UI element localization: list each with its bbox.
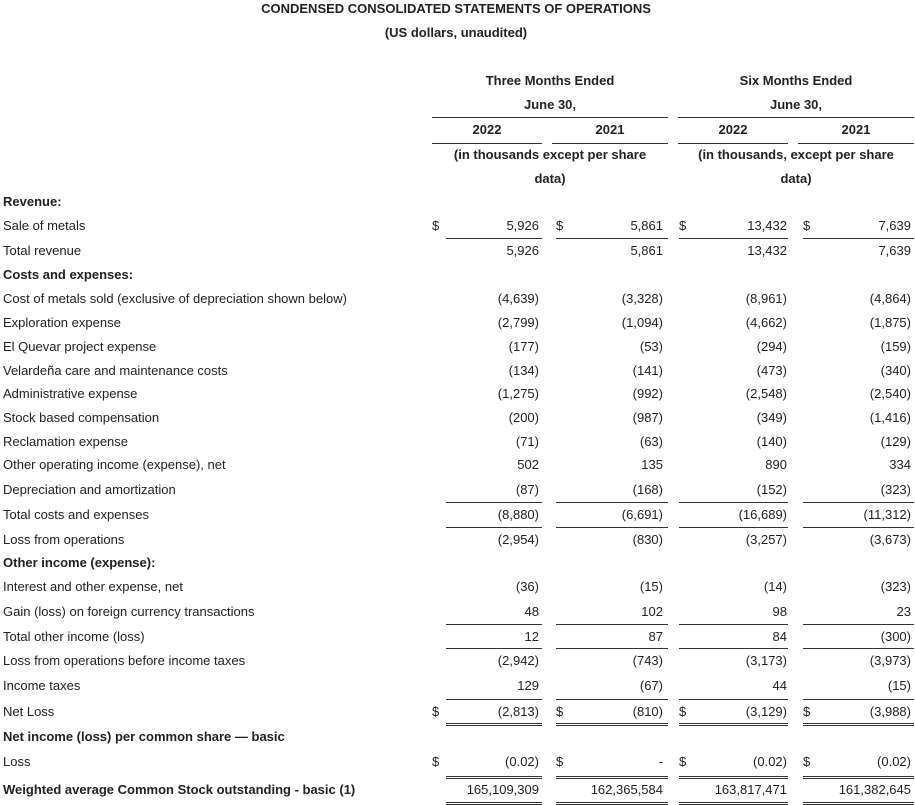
table-row xyxy=(0,649,915,673)
value-cell: (992) xyxy=(632,386,663,401)
currency-symbol: $ xyxy=(679,754,687,769)
currency-symbol: $ xyxy=(432,218,440,233)
row-label: Velardeña care and maintenance costs xyxy=(3,363,228,378)
currency-symbol: $ xyxy=(803,754,811,769)
currency-symbol: $ xyxy=(556,754,564,769)
table-row xyxy=(0,674,915,698)
value-cell: (3,173) xyxy=(745,653,787,668)
value-cell: 5,861 xyxy=(630,243,663,258)
value-cell: (3,257) xyxy=(745,532,787,547)
value-cell: 135 xyxy=(641,457,663,472)
value-cell: (1,275) xyxy=(497,386,539,401)
value-cell: (16,689) xyxy=(738,507,787,522)
six-months-header: Six Months Ended xyxy=(739,73,853,88)
row-label: Total other income (loss) xyxy=(3,629,145,644)
value-cell: (141) xyxy=(632,363,663,378)
value-cell: (1,416) xyxy=(869,410,911,425)
table-row xyxy=(0,287,915,311)
value-cell: 84 xyxy=(772,629,787,644)
value-cell: 5,926 xyxy=(506,218,539,233)
value-cell: 44 xyxy=(772,678,787,693)
value-cell: 5,926 xyxy=(506,243,539,258)
header-rule xyxy=(678,117,914,118)
value-cell: (3,328) xyxy=(621,291,663,306)
value-cell: (340) xyxy=(880,363,911,378)
currency-symbol: $ xyxy=(556,218,564,233)
value-cell: 162,365,584 xyxy=(590,782,663,797)
value-cell: (810) xyxy=(632,704,663,719)
table-row xyxy=(0,778,915,802)
row-label: Administrative expense xyxy=(3,386,138,401)
row-label: Cost of metals sold (exclusive of depreciation shown below) xyxy=(3,291,347,306)
value-cell: (473) xyxy=(756,363,787,378)
table-row xyxy=(0,700,915,724)
value-cell: (200) xyxy=(508,410,539,425)
value-cell: (11,312) xyxy=(863,507,911,522)
units-note: data) xyxy=(534,171,566,186)
value-cell: (134) xyxy=(508,363,539,378)
header-rule xyxy=(432,117,668,118)
row-label: Gain (loss) on foreign currency transactions xyxy=(3,604,255,619)
value-cell: (1,094) xyxy=(621,315,663,330)
value-cell: (4,639) xyxy=(497,291,539,306)
row-label: Other operating income (expense), net xyxy=(3,457,226,472)
table-row xyxy=(0,430,915,454)
value-cell: 7,639 xyxy=(878,243,911,258)
year-header: 2021 xyxy=(595,122,625,137)
statement-title: CONDENSED CONSOLIDATED STATEMENTS OF OPERATIONS xyxy=(261,1,651,16)
row-label: Net income (loss) per common share — basic xyxy=(3,729,285,744)
value-cell: (2,540) xyxy=(869,386,911,401)
table-row xyxy=(0,750,915,774)
value-cell: 129 xyxy=(517,678,539,693)
value-cell: 98 xyxy=(772,604,787,619)
value-cell: (3,673) xyxy=(869,532,911,547)
currency-symbol: $ xyxy=(432,704,440,719)
row-label: Loss xyxy=(3,754,31,769)
row-label: Reclamation expense xyxy=(3,434,129,449)
value-cell: (129) xyxy=(880,434,911,449)
row-label: Net Loss xyxy=(3,704,55,719)
value-cell: 102 xyxy=(641,604,663,619)
value-cell: 48 xyxy=(524,604,539,619)
header-rule xyxy=(798,143,914,144)
value-cell: (8,961) xyxy=(745,291,787,306)
value-cell: 165,109,309 xyxy=(466,782,539,797)
value-cell: (36) xyxy=(515,579,539,594)
value-cell: 23 xyxy=(896,604,911,619)
value-cell: (3,988) xyxy=(869,704,911,719)
value-cell: (6,691) xyxy=(621,507,663,522)
table-row xyxy=(0,528,915,552)
row-label: Other income (expense): xyxy=(3,555,156,570)
value-cell: (159) xyxy=(880,339,911,354)
value-cell: (3,129) xyxy=(745,704,787,719)
row-label: Interest and other expense, net xyxy=(3,579,183,594)
row-label: Loss from operations xyxy=(3,532,125,547)
row-label: Sale of metals xyxy=(3,218,86,233)
row-label: Weighted average Common Stock outstanding - basic (1) xyxy=(3,782,356,797)
year-header: 2021 xyxy=(841,122,871,137)
table-row xyxy=(0,359,915,383)
table-row xyxy=(0,600,915,624)
units-note: data) xyxy=(780,171,812,186)
section-header-row xyxy=(0,263,915,287)
statement-subtitle: (US dollars, unaudited) xyxy=(384,25,528,40)
value-cell: (67) xyxy=(639,678,663,693)
header-rule xyxy=(552,143,668,144)
value-cell: (294) xyxy=(756,339,787,354)
table-row xyxy=(0,311,915,335)
units-note: (in thousands except per share xyxy=(453,147,647,162)
row-label: Exploration expense xyxy=(3,315,121,330)
value-cell: (2,813) xyxy=(497,704,539,719)
value-cell: 890 xyxy=(765,457,787,472)
three-months-header: Three Months Ended xyxy=(485,73,615,88)
table-row xyxy=(0,239,915,263)
value-cell: 7,639 xyxy=(878,218,911,233)
value-cell: (168) xyxy=(632,482,663,497)
section-header-row xyxy=(0,190,915,214)
value-cell: (3,973) xyxy=(869,653,911,668)
row-label: Revenue: xyxy=(3,194,62,209)
value-cell: (8,880) xyxy=(497,507,539,522)
table-row xyxy=(0,503,915,527)
value-cell: 334 xyxy=(889,457,911,472)
value-cell: (2,799) xyxy=(497,315,539,330)
header-rule xyxy=(678,143,788,144)
row-label: Stock based compensation xyxy=(3,410,160,425)
value-cell: 5,861 xyxy=(630,218,663,233)
year-header: 2022 xyxy=(718,122,748,137)
value-cell: (2,548) xyxy=(745,386,787,401)
value-cell: 163,817,471 xyxy=(714,782,787,797)
value-cell: (300) xyxy=(880,629,911,644)
currency-symbol: $ xyxy=(556,704,564,719)
units-note: (in thousands, except per share xyxy=(698,147,894,162)
table-row xyxy=(0,575,915,599)
currency-symbol: $ xyxy=(803,704,811,719)
value-cell: 161,382,645 xyxy=(838,782,911,797)
six-months-date: June 30, xyxy=(769,97,823,112)
value-cell: (2,942) xyxy=(497,653,539,668)
value-cell: (830) xyxy=(632,532,663,547)
section-header-row xyxy=(0,725,915,749)
table-row xyxy=(0,335,915,359)
currency-symbol: $ xyxy=(803,218,811,233)
value-cell: 12 xyxy=(524,629,539,644)
table-row xyxy=(0,214,915,238)
value-cell: (4,662) xyxy=(745,315,787,330)
row-label: Loss from operations before income taxes xyxy=(3,653,246,668)
table-row xyxy=(0,453,915,477)
value-cell: (0.02) xyxy=(505,754,539,769)
value-cell: (323) xyxy=(880,482,911,497)
row-label: Total revenue xyxy=(3,243,82,258)
value-cell: (15) xyxy=(639,579,663,594)
value-cell: (0.02) xyxy=(753,754,787,769)
value-cell: (53) xyxy=(639,339,663,354)
section-header-row xyxy=(0,551,915,575)
value-cell: (14) xyxy=(763,579,787,594)
row-label: Costs and expenses: xyxy=(3,267,134,282)
value-cell: (140) xyxy=(756,434,787,449)
value-cell: (349) xyxy=(756,410,787,425)
year-header: 2022 xyxy=(472,122,502,137)
value-cell: (1,875) xyxy=(869,315,911,330)
value-cell: (0.02) xyxy=(877,754,911,769)
table-row xyxy=(0,478,915,502)
currency-symbol: $ xyxy=(679,704,687,719)
value-cell: 13,432 xyxy=(747,218,787,233)
row-label: Income taxes xyxy=(3,678,81,693)
currency-symbol: $ xyxy=(432,754,440,769)
value-cell: (152) xyxy=(756,482,787,497)
value-cell: (987) xyxy=(632,410,663,425)
value-cell: 87 xyxy=(648,629,663,644)
header-rule xyxy=(432,143,542,144)
value-cell: 502 xyxy=(517,457,539,472)
table-row xyxy=(0,382,915,406)
row-label: Depreciation and amortization xyxy=(3,482,176,497)
three-months-date: June 30, xyxy=(523,97,577,112)
row-label: Total costs and expenses xyxy=(3,507,149,522)
row-label: El Quevar project expense xyxy=(3,339,157,354)
value-cell: (323) xyxy=(880,579,911,594)
value-cell: (63) xyxy=(639,434,663,449)
value-cell: (71) xyxy=(515,434,539,449)
table-row xyxy=(0,406,915,430)
value-cell: (15) xyxy=(887,678,911,693)
value-cell: (4,864) xyxy=(869,291,911,306)
value-cell: (177) xyxy=(508,339,539,354)
table-row xyxy=(0,625,915,649)
value-cell: - xyxy=(658,754,663,769)
currency-symbol: $ xyxy=(679,218,687,233)
value-cell: (743) xyxy=(632,653,663,668)
value-cell: (2,954) xyxy=(497,532,539,547)
value-cell: (87) xyxy=(515,482,539,497)
value-cell: 13,432 xyxy=(747,243,787,258)
